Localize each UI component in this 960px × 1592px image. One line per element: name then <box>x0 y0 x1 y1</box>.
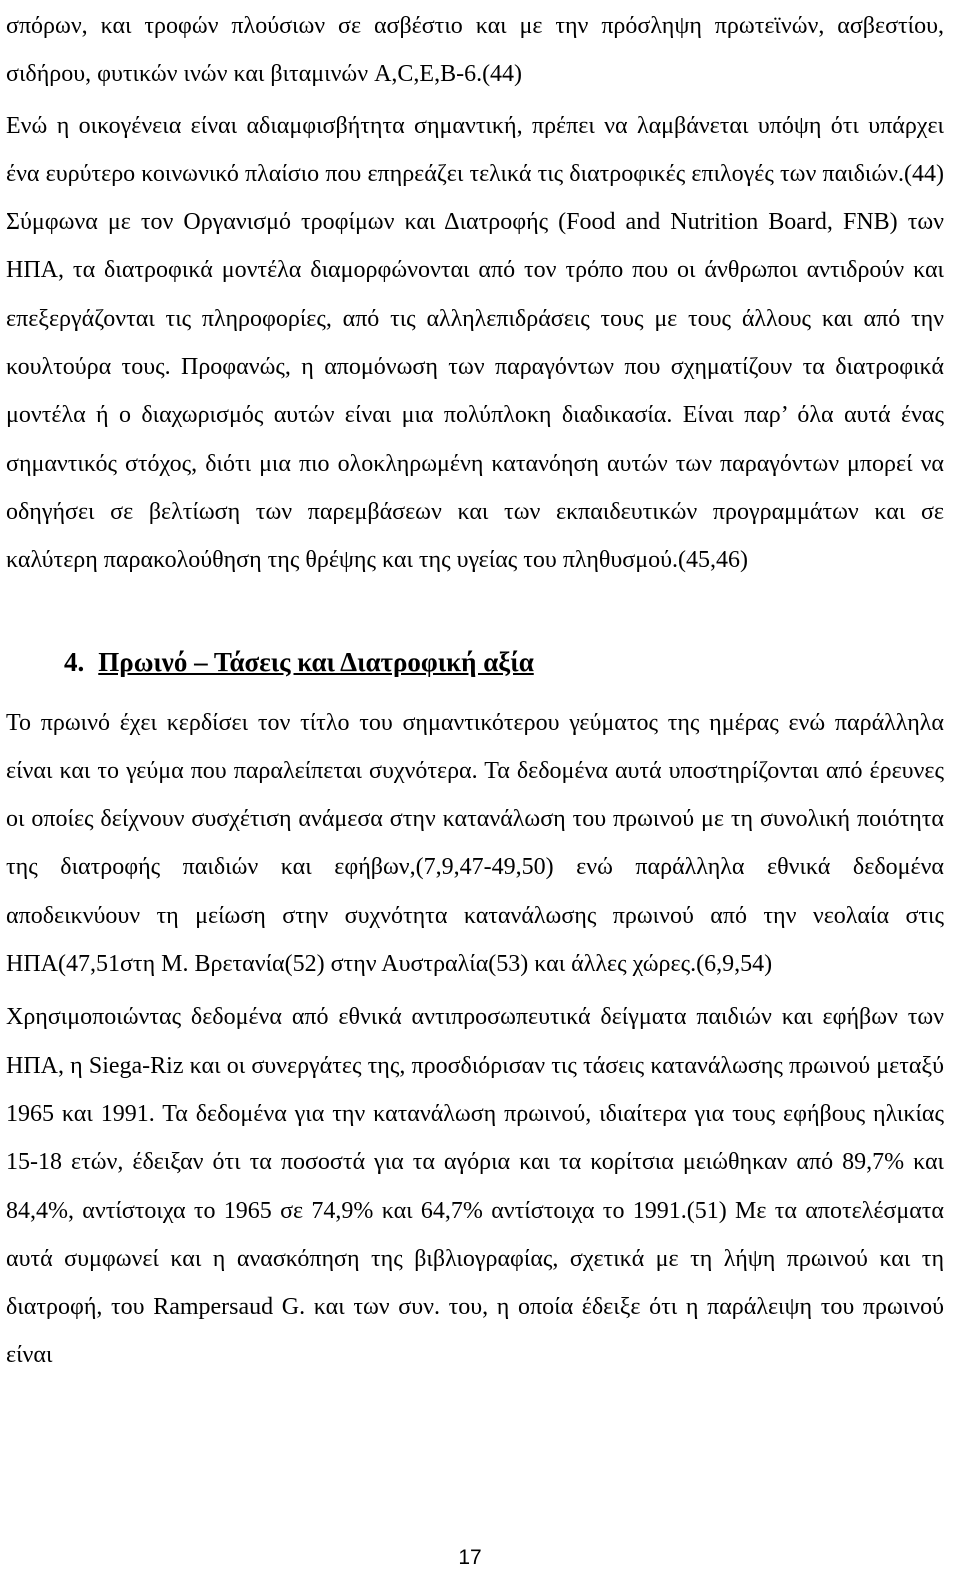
section-title: Πρωινό – Τάσεις και Διατροφική αξία <box>98 646 534 677</box>
paragraph: σπόρων, και τροφών πλούσιων σε ασβέστιο και με την πρόσληψη πρωτεϊνών, ασβεστίου, σιδήρου, φυτικών ινών και βιταμινών A,C,E,B-6.(44) <box>6 13 944 88</box>
page-number: 17 <box>458 1546 482 1569</box>
document-page <box>6 2 944 1380</box>
paragraph: Χρησιμοποιώντας δεδομένα από εθνικά αντιπροσωπευτικά δείγματα παιδιών και εφήβων των ΗΠΑ, η Siega-Riz και οι συνεργάτες της, προσδιόρισαν τις τάσεις κατανάλωσης πρωινού μεταξύ 1965 και 1991. Τα δεδομένα για την κατανάλωση πρωινού, ιδιαίτερα για τους εφήβους ηλικίας 15-18 ετών, έδειξαν ότι τα ποσοστά για τα αγόρια και τα κορίτσια μειώθηκαν από 89,7% και 84,4%, αντίστοιχα το 1965 σε 74,9% και 64,7% αντίστοιχα το 1991.(51) Με τα αποτελέσματα αυτά συμφωνεί και η ανασκόπηση της βιβλιογραφίας, σχετικά με τη λήψη πρωινού και τη διατροφή, του Rampersaud G. και των συν. του, η οποία έδειξε ότι η παράλειψη του πρωινού είναι <box>6 1004 944 1369</box>
section-heading <box>6 585 944 711</box>
paragraph: Το πρωινό έχει κερδίσει τον τίτλο του σημαντικότερου γεύματος της ημέρας ενώ παράλληλα είναι και το γεύμα που παραλείπεται συχνότερα. Τα δεδομένα αυτά υποστηρίζονται από έρευνες οι οποίες δείχνουν συσχέτιση ανάμεσα στην κατανάλωση του πρωινού με τη συνολική ποιότητα της διατροφής παιδιών και εφήβων,(7,9,47-49,50) ενώ παράλληλα εθνικά δεδομένα αποδεικνύουν τη μείωση στην συχνότητα κατανάλωσης πρωινού από την νεολαία στις ΗΠΑ(47,51στη Μ. Βρετανία(52) στην Αυστραλία(53) και άλλες χώρες.(6,9,54) <box>6 709 944 978</box>
paragraph: Ενώ η οικογένεια είναι αδιαμφισβήτητα σημαντική, πρέπει να λαμβάνεται υπόψη ότι υπάρχει ένα ευρύτερο κοινωνικό πλαίσιο που επηρεάζει τελικά τις διατροφικές επιλογές των παιδιών.(44) Σύμφωνα με τον Οργανισμό τροφίμων και Διατροφής (Food and Nutrition Board, FNB) των ΗΠΑ, τα διατροφικά μοντέλα διαμορφώνονται από τον τρόπο που οι άνθρωποι αντιδρούν και επεξεργάζονται τις πληροφορίες, από τις αλληλεπιδράσεις τους με τους άλλους και από την κουλτούρα τους. Προφανώς, η απομόνωση των παραγόντων που σχηματίζουν τα διατροφικά μοντέλα ή ο διαχωρισμός αυτών είναι μια πολύπλοκη διαδικασία. Είναι παρ’ όλα αυτά ένας σημαντικός στόχος, διότι μια πιο ολοκληρωμένη κατανόηση αυτών των παραγόντων μπορεί να οδηγήσει σε βελτίωση των παρεμβάσεων και των εκπαιδευτικών προγραμμάτων και σε καλύτερη παρακολούθηση της θρέψης και της υγείας του πληθυσμού.(45,46) <box>6 112 944 574</box>
section-number: 4. <box>64 646 85 677</box>
